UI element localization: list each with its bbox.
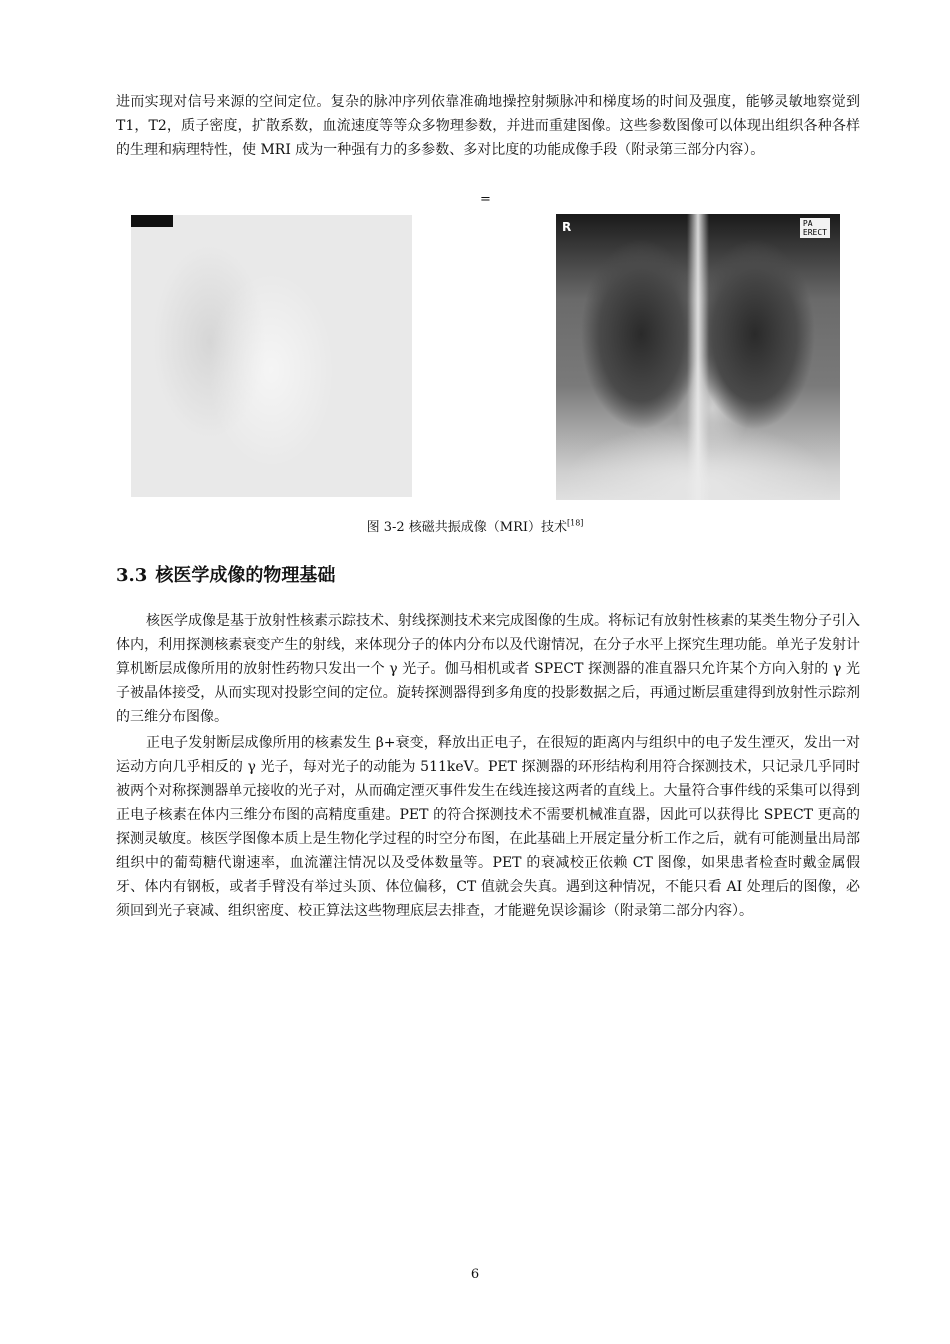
section-heading	[116, 561, 335, 587]
xray-label-line-2: ERECT	[802, 228, 827, 237]
section-title: 核医学成像的物理基础	[155, 565, 336, 586]
figure-caption	[0, 516, 950, 535]
xray-corner-mask	[131, 215, 173, 227]
stray-equals-sign: =	[480, 192, 491, 207]
intro-paragraph: 进而实现对信号来源的空间定位。复杂的脉冲序列依靠准确地操控射频脉冲和梯度场的时间及强度，能够灵敏地察觉到T1，T2，质子密度，扩散系数，血流速度等等众多物理参数，并进而重建图像。这些参数图像可以体现出组织各种各样的生理和病理特性，使 MRI 成为一种强有力的多参数、多对比度的功能成像手段（附录第三部分内容）。	[116, 94, 860, 158]
xray-side-marker: R	[562, 220, 572, 234]
chest-xray-left-image	[131, 215, 412, 497]
nuclear-medicine-paragraph: 核医学成像是基于放射性核素示踪技术、射线探测技术来完成图像的生成。将标记有放射性核素的某类生物分子引入体内，利用探测核素衰变产生的射线，来体现分子的体内分布以及代谢情况，在分子水平上探究生理功能。单光子发射计算机断层成像所用的放射性药物只发出一个 γ 光子。伽马相机或者 SPECT 探测器的准直器只允许某个方向入射的 γ 光子被晶体接受，从而实现对投影空间的定位。旋转探测器得到多角度的投影数据之后，再通过断层重建得到放射性示踪剂的三维分布图像。	[116, 613, 860, 725]
figure-caption-text: 图 3-2 核磁共振成像（MRI）技术	[366, 520, 567, 535]
section-number: 3.3	[116, 565, 148, 586]
xray-spine-shadow	[687, 214, 709, 500]
page-number: 6	[470, 1267, 480, 1282]
figure-caption-reference: [18]	[567, 518, 584, 528]
xray-label-line-1: PA	[802, 219, 813, 228]
pet-paragraph: 正电子发射断层成像所用的核素发生 β+衰变，释放出正电子，在很短的距离内与组织中的电子发生湮灭，发出一对运动方向几乎相反的 γ 光子，每对光子的动能为 511keV。PET 探测器的环形结构利用符合探测技术，只记录几乎同时被两个对称探测器单元接收的光子对，从而确定湮灭事件发生在线连接这两者的直线上。大量符合事件线的采集可以得到正电子核素在体内三维分布图的高精度重建。PET 的符合探测技术不需要机械准直器，因此可以获得比 SPECT 更高的探测灵敏度。核医学图像本质上是生物化学过程的时空分布图，在此基础上开展定量分析工作之后，就有可能测量出局部组织中的葡萄糖代谢速率，血流灌注情况以及受体数量等。PET 的衰减校正依赖 CT 图像，如果患者检查时戴金属假牙、体内有钢板，或者手臂没有举过头顶、体位偏移，CT 值就会失真。遇到这种情况，不能只看 AI 处理后的图像，必须回到光子衰减、组织密度、校正算法这些物理底层去排查，才能避免误诊漏诊（附录第二部分内容）。	[116, 735, 860, 919]
xray-position-label	[800, 218, 830, 238]
chest-xray-right-image	[556, 214, 840, 500]
